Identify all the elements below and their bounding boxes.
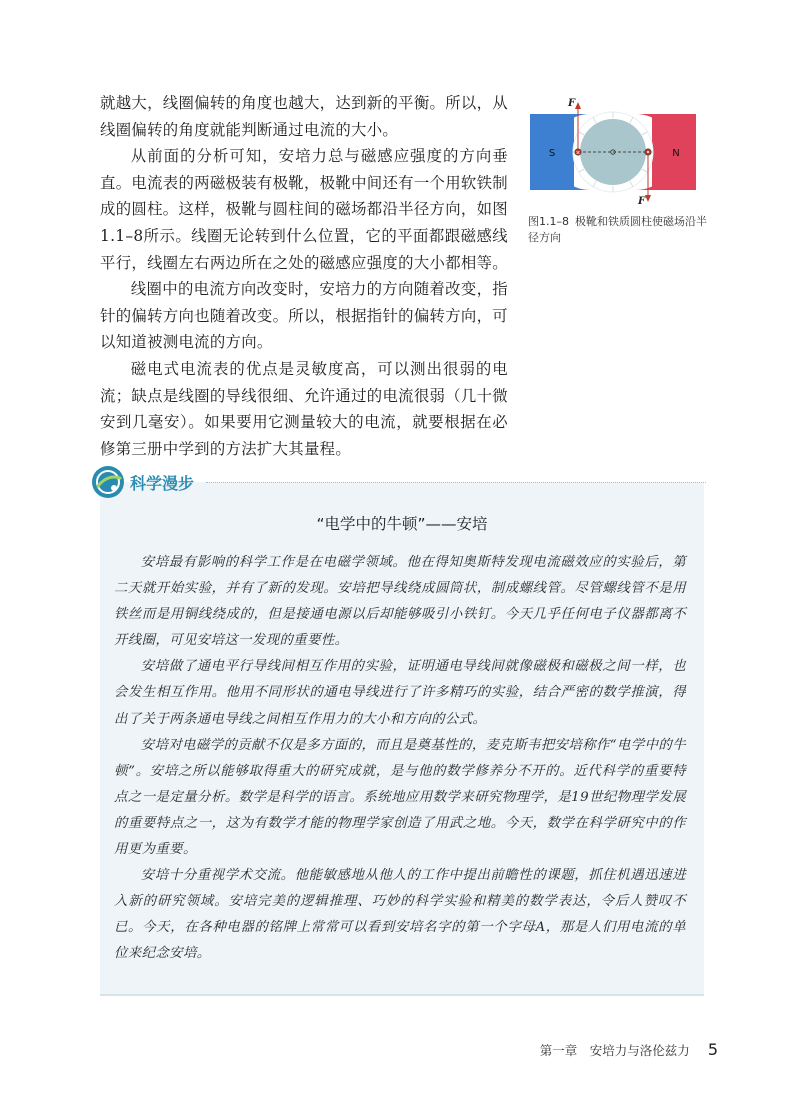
figure-caption-number: 图1.1–8 <box>528 215 569 228</box>
chapter-title: 第一章 安培力与洛伦兹力 <box>539 1042 690 1058</box>
force-label-top: F <box>568 98 576 109</box>
figure-caption-text: 极靴和铁质圆柱使磁场沿半径方向 <box>528 215 707 244</box>
body-paragraph: 就越大，线圈偏转的角度也越大，达到新的平衡。所以，从线圈偏转的角度就能判断通过电流的大小。 <box>100 94 508 139</box>
essay-paragraph: 安培最有影响的科学工作是在电磁学领域。他在得知奥斯特发现电流磁效应的实验后，第二天就开始实验，并有了新的发现。安培把导线绕成圆筒状，制成螺线管。尽管螺线管不是用铁丝而是用铜线绕成的，但是接通电源以后却能够吸引小铁钉。今天几乎任何电子仪器都离不开线圈，可见安培这一发现的重要性。 <box>114 555 686 649</box>
body-paragraph: 磁电式电流表的优点是灵敏度高，可以测出很弱的电流；缺点是线圈的导线很细、允许通过的电流很弱（几十微安到几毫安）。如果要用它测量较大的电流，就要根据在必修第三册中学到的方法扩大其量程。 <box>100 359 508 458</box>
figure-caption <box>528 214 708 246</box>
essay-paragraph: 安培对电磁学的贡献不仅是多方面的，而且是奠基性的，麦克斯韦把安培称作“电学中的牛顿”。安培之所以能够取得重大的研究成就，是与他的数学修养分不开的。近代科学的重要特点之一是定量分析。数学是科学的语言。系统地应用数学来研究物理学，是19世纪物理学发展的重要特点之一，这为有数学才能的物理学家创造了用武之地。今天，数学在科学研究中的作用更为重要。 <box>114 737 686 858</box>
science-walk-header <box>90 462 710 506</box>
header-divider <box>206 482 706 483</box>
body-paragraph: 从前面的分析可知，安培力总与磁感应强度的方向垂直。电流表的两磁极装有极靴，极靴中间还有一个用软铁制成的圆柱。这样，极靴与圆柱间的磁场都沿半径方向，如图1.1–8所示。线圈无论转到什么位置，它的平面都跟磁感线平行，线圈左右两边所在之处的磁感应强度的大小都相等。 <box>100 147 508 272</box>
essay-title: “电学中的牛顿”——安培 <box>316 515 488 533</box>
svg-text:×: × <box>575 149 581 157</box>
sidebar-bottom-rule <box>100 994 704 996</box>
north-pole-label: N <box>672 148 680 159</box>
body-paragraph: 线圈中的电流方向改变时，安培力的方向随着改变，指针的偏转方向也随着改变。所以，根据指针的偏转方向，可以知道被测电流的方向。 <box>100 280 508 352</box>
south-pole-label: S <box>548 148 556 159</box>
science-walk-icon <box>90 464 126 500</box>
essay-paragraph: 安培十分重视学术交流。他能敏感地从他人的工作中提出前瞻性的课题，抓住机遇迅速进入新的研究领域。安培完美的逻辑推理、巧妙的科学实验和精美的数学表达，令后人赞叹不已。今天，在各种电器的铭牌上常常可以看到安培名字的第一个字母A，那是人们用电流的单位来纪念安培。 <box>114 868 686 962</box>
science-walk-title: 科学漫步 <box>130 474 195 493</box>
force-label-bottom: F <box>638 196 646 207</box>
essay-paragraph: 安培做了通电平行导线间相互作用的实验，证明通电导线间就像磁极和磁极之间一样，也会发生相互作用。他用不同形状的通电导线进行了许多精巧的实验，结合严密的数学推演，得出了关于两条通电导线之间相互作用力的大小和方向的公式。 <box>114 659 686 727</box>
page-footer <box>528 1040 718 1059</box>
pole-shoe-diagram <box>528 96 698 208</box>
figure-1-1-8 <box>528 96 708 246</box>
essay-text <box>114 550 686 968</box>
main-body-text <box>100 90 508 462</box>
page-number: 5 <box>707 1040 718 1059</box>
